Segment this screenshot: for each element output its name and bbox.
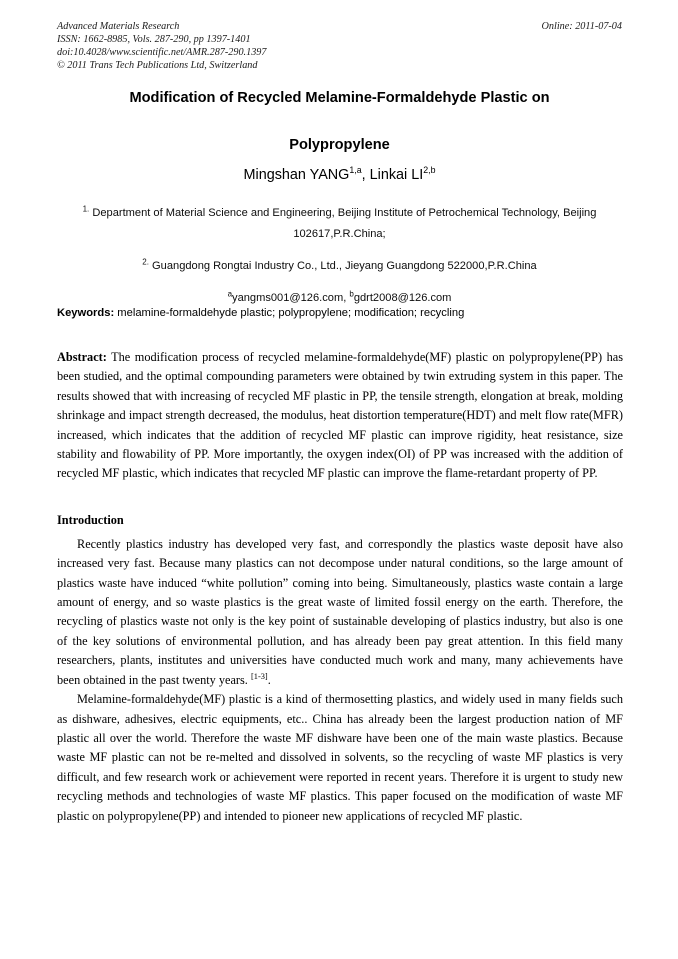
paper-title-line-1: Modification of Recycled Melamine-Formaldehyde Plastic on: [129, 90, 550, 106]
paper-title: [57, 88, 622, 156]
email-2[interactable]: gdrt2008@126.com: [353, 292, 452, 304]
keywords-line: [57, 305, 623, 321]
section-heading-introduction: Introduction: [57, 512, 124, 527]
author-1-name: Mingshan YANG: [243, 167, 350, 183]
abstract-label: Abstract:: [57, 350, 107, 364]
online-date: Online: 2011-07-04: [541, 21, 622, 32]
abstract-text: The modification process of recycled melamine-formaldehyde(MF) plastic on polypropylene(PP) has been studied, and the optimal compounding parameters were obtained by twin extruding system in this paper. The results showed that with increasing of recycled MF plastic in PP, the tensile strength, elongation at break, molding shrinkage and impact strength decreased, the modulus, heat distortion temperature(HDT) and melt flow rate(MFR) increased, which indicates that the addition of recycled MF plastic can improve rigidity, heat resistance, size stability and flowability of PP. More importantly, the oxygen index(OI) of PP was increased with the addition of recycled MF plastic, which indicates that recycled MF plastic can improve the flame-retardant property of PP.: [57, 350, 623, 481]
journal-header: [57, 20, 622, 72]
author-separator: ,: [361, 167, 370, 183]
body-column: [57, 305, 623, 826]
author-2-superscript: 2,b: [423, 165, 436, 176]
affiliation-2-text: Guangdong Rongtai Industry Co., Ltd., Jieyang Guangdong 522000,P.R.China: [148, 260, 537, 272]
copyright-line: © 2011 Trans Tech Publications Ltd, Switzerland: [57, 60, 258, 72]
email-separator: ,: [343, 292, 350, 304]
affiliation-2: [57, 256, 622, 277]
doi-line: doi:10.4028/www.scientific.net/AMR.287-290.1397: [57, 47, 267, 59]
author-list: [57, 165, 622, 185]
introduction-paragraph-2: Melamine-formaldehyde(MF) plastic is a kind of thermosetting plastics, and widely used in many fields such as dishware, adhesives, electric equipments, etc.. China has already been the largest production nation of MF plastic all over the world. Therefore the waste MF dishware have been one of the main waste plastics. Because waste MF plastic can not be re-melted and dissolved in solvents, so the recycling of waste MF plastics is very difficult, and few research work or achievement were reported in recent years. Therefore it is urgent to study new recycling methods and technologies of waste MF plastics. This paper focused on the modification of waste MF plastic on polypropylene(PP) and intended to pioneer new applications of recycled MF plastic.: [57, 692, 623, 823]
issn-line: ISSN: 1662-8985, Vols. 287-290, pp 1397-1401: [57, 34, 251, 46]
author-1-superscript: 1,a: [349, 165, 362, 176]
keywords-text: melamine-formaldehyde plastic; polypropylene; modification; recycling: [114, 307, 465, 319]
affiliation-block: [57, 203, 622, 309]
abstract-paragraph: [57, 348, 623, 484]
citation-reference[interactable]: [1-3]: [250, 671, 268, 681]
email-1[interactable]: yangms001@126.com: [232, 292, 344, 304]
email-1-marker: a: [227, 289, 233, 299]
affiliation-1-text: Department of Material Science and Engineering, Beijing Institute of Petrochemical Technology, Beijing 102617,P.R.China;: [89, 207, 597, 240]
author-2-name: Linkai LI: [369, 167, 424, 183]
affiliation-1-marker: 1.: [82, 204, 90, 214]
introduction-paragraph-1-text: Recently plastics industry has developed very fast, and correspondly the plastics waste deposit have also increased very fast. Because many plastics can not decompose under natural conditions, so the large amount of plastics waste have induced “white pollution” coming into being. Simultaneously, plastics waste contain a large amount of energy, and so waste plastics is the great waste of limited fossil energy on the earth. Therefore, the recycling of plastics waste not only is the key point of sustainable developing of plastics industry, but also is one of the key solutions of environmental pollution, and has already been pay great attention. In this field many researchers, plants, institutes and universities have conducted much work and many, many achievements have been obtained in the past twenty years.: [57, 536, 623, 687]
introduction-paragraph-1-tail: .: [267, 672, 271, 687]
introduction-paragraph-1: [57, 535, 623, 690]
email-2-marker: b: [349, 289, 354, 299]
affiliation-1: [57, 203, 622, 245]
keywords-label: Keywords:: [57, 307, 115, 319]
journal-title-row: [57, 20, 622, 33]
journal-title: Advanced Materials Research: [57, 21, 180, 32]
affiliation-2-marker: 2.: [142, 257, 149, 267]
paper-title-line-2: Polypropylene: [289, 137, 390, 153]
